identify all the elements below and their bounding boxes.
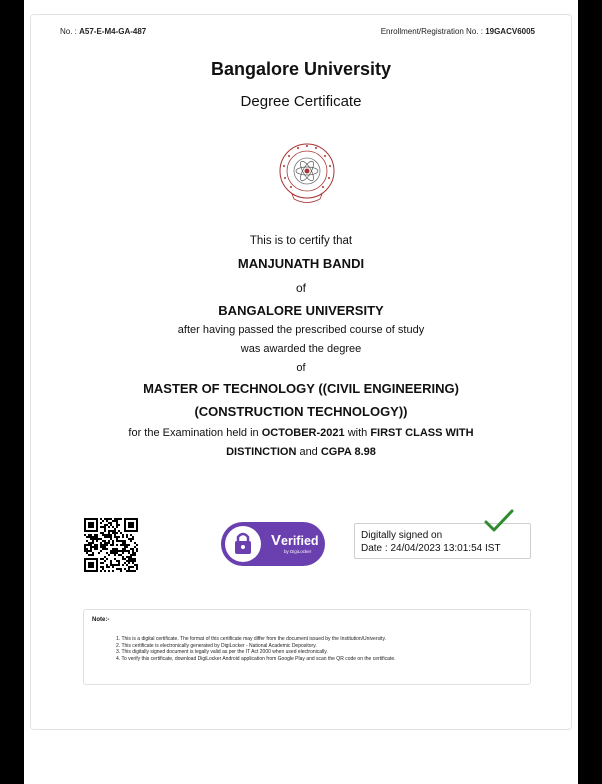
certify-text: This is to certify that — [249, 235, 353, 247]
university-title: Bangalore University — [210, 59, 392, 79]
exam-session: OCTOBER-2021 — [261, 427, 345, 439]
passed-text: after having passed the prescribed course of study — [177, 324, 425, 336]
of-text-2: of — [296, 362, 306, 374]
note-item: 3. This digitally signed document is legally valid as per the IT Act 2000 when used electronically. — [116, 649, 328, 655]
digilocker-label: by DigiLocker — [284, 549, 312, 554]
note-item: 1. This is a digital certificate. The format of this certificate may differ from the document issued by the Institution/University. — [116, 636, 387, 642]
note-item: 2. This certificate is electronically generated by DigiLocker - National Academic Depository. — [116, 642, 317, 649]
qr-code[interactable] — [84, 518, 138, 572]
degree-name-line-2: (CONSTRUCTION TECHNOLOGY)) — [194, 404, 408, 419]
verified-v: V — [271, 532, 282, 549]
notes-list — [116, 636, 396, 662]
exam-prefix: for the Examination held in — [128, 427, 262, 439]
institution-name: BANGALORE UNIVERSITY — [218, 303, 384, 318]
of-text: of — [295, 281, 306, 295]
verified-text — [271, 532, 319, 549]
enrollment-label: Enrollment/Registration No. : — [380, 27, 486, 36]
notes-box — [83, 609, 531, 685]
exam-cgpa: CGPA 8.98 — [320, 446, 376, 458]
exam-details — [24, 427, 578, 439]
checkmark-icon — [484, 509, 514, 533]
digilocker-verified-badge — [221, 522, 325, 566]
signature-label: Digitally signed on — [361, 530, 443, 541]
degree-name-line-1: MASTER OF TECHNOLOGY ((CIVIL ENGINEERING) — [143, 381, 459, 396]
cert-no-value: A57-E-M4-GA-487 — [79, 27, 147, 36]
exam-and: and — [296, 446, 321, 458]
exam-details-2 — [24, 446, 578, 458]
document-type: Degree Certificate — [240, 93, 362, 110]
enrollment-value: 19GACV6005 — [485, 27, 535, 36]
signature-date: Date : 24/04/2023 13:01:54 IST — [361, 543, 501, 554]
verified-rest: erified — [281, 534, 319, 548]
awarded-text: was awarded the degree — [240, 343, 362, 355]
lock-icon — [225, 526, 261, 562]
digilocker-logo-icon — [225, 526, 261, 562]
exam-class: FIRST CLASS WITH — [370, 427, 474, 439]
note-item: 4. To verify this certificate, download DigiLocker Android application from Google Play and scan the QR code on the certificate. — [116, 655, 396, 662]
cert-no-label: No. : — [60, 27, 80, 36]
university-seal-icon — [270, 136, 344, 210]
exam-with: with — [344, 427, 371, 439]
certificate-number — [60, 27, 146, 36]
notes-heading: Note:- — [92, 617, 110, 623]
exam-class-2: DISTINCTION — [226, 446, 297, 458]
student-name: MANJUNATH BANDI — [237, 256, 365, 271]
enrollment-number — [381, 27, 535, 36]
certificate-page — [24, 0, 578, 784]
